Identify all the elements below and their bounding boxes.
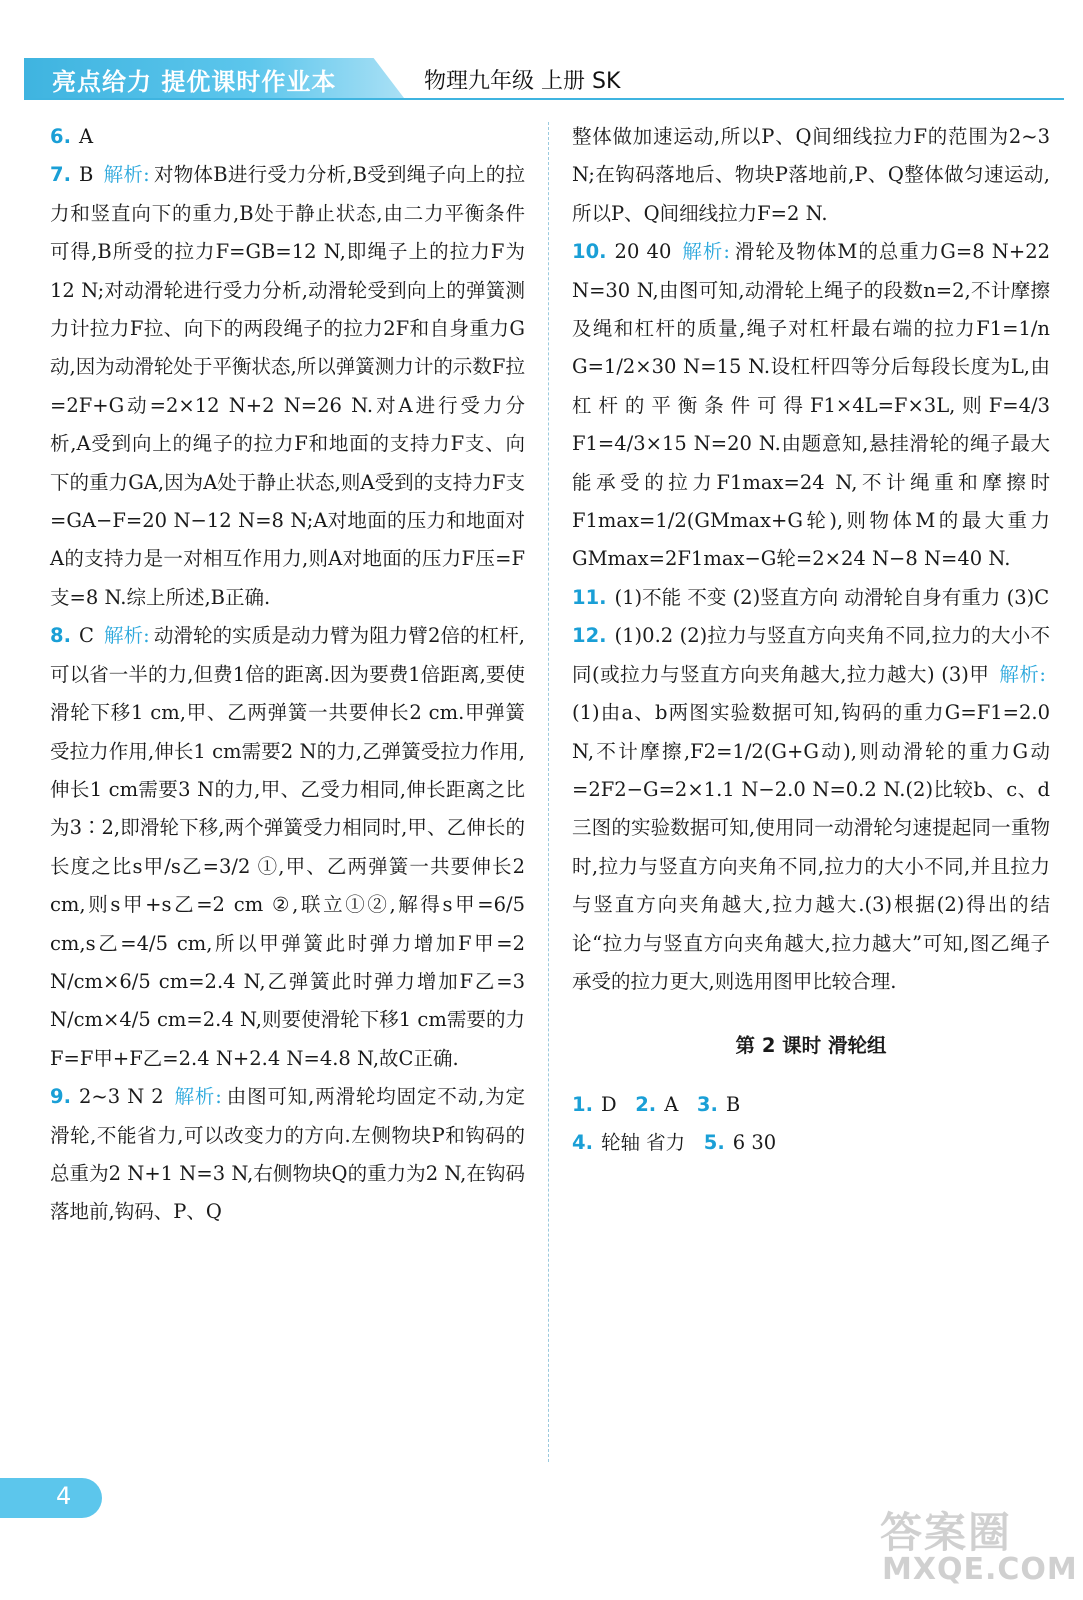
answer-choice: 2~3 N 2	[78, 1085, 164, 1109]
section-title: 第 2 课时 滑轮组	[735, 1034, 887, 1058]
answer-choice: B	[78, 163, 94, 187]
watermark-text: 答案圈	[880, 1508, 1013, 1557]
question-number: 11.	[572, 585, 607, 609]
answer-text: D	[600, 1092, 617, 1116]
question-number: 3.	[696, 1092, 718, 1116]
answer-text: A	[664, 1092, 679, 1116]
analysis-tag: 解析:	[681, 240, 730, 264]
question-number: 5.	[703, 1131, 725, 1155]
analysis-text: (1)由a、b两图实验数据可知,钩码的重力G=F1=2.0 N,不计摩擦,F2=1/2(G+G动),则动滑轮的重力G动=2F2−G=2×1.1 N−2.0 N=0.2 N.(2)比较b、c、d三图的实验数据可知,使用同一动滑轮匀速提起同一重物时,拉力与竖直方向夹角不同,拉力的大小不同,并且拉力与竖直方向夹角越大,拉力越大.(3)根据(2)得出的结论“拉力与竖直方向夹角越大,拉力越大”可知,图乙绳子承受的拉力更大,则选用图甲比较合理.	[572, 701, 1050, 993]
header-rule	[24, 98, 1064, 100]
section-answers-row-1	[572, 1086, 1050, 1124]
question-number: 9.	[50, 1085, 71, 1109]
answer-text: 轮轴 省力	[600, 1131, 686, 1155]
watermark-url: MXQE.COM	[882, 1552, 1078, 1587]
analysis-text: 整体做加速运动,所以P、Q间细线拉力F的范围为2~3 N;在钩码落地后、物块P落地前,P、Q整体做匀速运动,所以P、Q间细线拉力F=2 N.	[572, 125, 1050, 225]
section-answers-row-2	[572, 1124, 1050, 1162]
answer-text: A	[78, 125, 94, 148]
question-number: 2.	[635, 1092, 657, 1116]
analysis-text: 对物体B进行受力分析,B受到绳子向上的拉力和竖直向下的重力,B处于静止状态,由二力平衡条件可得,B所受的拉力F=GB=12 N,即绳子上的拉力F为12 N;对动滑轮进行受力分析,动滑轮受到向上的弹簧测力计拉力F拉、向下的两段绳子的拉力2F和自身重力G动,因为动滑轮处于平衡状态,所以弹簧测力计的示数F拉=2F+G动=2×12 N+2 N=26 N.对A进行受力分析,A受到向上的绳子的拉力F和地面的支持力F支、向下的重力GA,因为A处于静止状态,则A受到的支持力F支=GA−F=20 N−12 N=8 N;A对地面的压力和地面对A的支持力是一对相互作用力,则A对地面的压力F压=F支=8 N.综上所述,B正确.	[50, 163, 525, 609]
question-number: 12.	[572, 624, 607, 648]
analysis-tag: 解析:	[103, 163, 150, 187]
page-number: 4	[56, 1482, 72, 1510]
answer-8	[50, 617, 525, 1078]
question-number: 10.	[572, 240, 607, 264]
answer-12	[572, 617, 1050, 1001]
answer-7	[50, 156, 525, 617]
question-number: 7.	[50, 163, 71, 187]
analysis-tag: 解析:	[173, 1085, 222, 1109]
answer-choice: 20 40	[614, 240, 672, 264]
answer-choice: (1)0.2 (2)拉力与竖直方向夹角不同,拉力的大小不同(或拉力与竖直方向夹角越大,拉力越大) (3)甲	[572, 624, 1050, 686]
answer-11	[572, 579, 1050, 617]
question-number: 4.	[572, 1131, 593, 1155]
analysis-text: 动滑轮的实质是动力臂为阻力臂2倍的杠杆,可以省一半的力,但费1倍的距离.因为要费1倍距离,要使滑轮下移1 cm,甲、乙两弹簧一共要伸长2 cm.甲弹簧受拉力作用,伸长1 cm需要2 N的力,乙弹簧受拉力作用,伸长1 cm需要3 N的力,甲、乙受力相同,伸长距离之比为3∶2,即滑轮下移,两个弹簧受力相同时,甲、乙伸长的长度之比s甲/s乙=3/2 ①,甲、乙两弹簧一共要伸长2 cm,则s甲+s乙=2 cm ②,联立①②,解得s甲=6/5 cm,s乙=4/5 cm,所以甲弹簧此时弹力增加F甲=2 N/cm×6/5 cm=2.4 N,乙弹簧此时弹力增加F乙=3 N/cm×4/5 cm=2.4 N,则要使滑轮下移1 cm需要的力F=F甲+F乙=2.4 N+2.4 N=4.8 N,故C正确.	[50, 624, 525, 1070]
left-column	[50, 118, 525, 1232]
page-number-tab	[0, 1478, 102, 1518]
answer-9	[50, 1078, 525, 1232]
question-number: 6.	[50, 125, 71, 148]
analysis-text: 由图可知,两滑轮均固定不动,为定滑轮,不能省力,可以改变力的方向.左侧物块P和钩码的总重为2 N+1 N=3 N,右侧物块Q的重力为2 N,在钩码落地前,钩码、P、Q	[50, 1085, 525, 1224]
answer-choice: C	[78, 624, 94, 648]
book-subject-title: 物理九年级 上册 SK	[424, 69, 621, 94]
answer-6	[50, 118, 525, 156]
answer-text: (1)不能 不变 (2)竖直方向 动滑轮自身有重力 (3)C	[614, 585, 1050, 609]
page-header	[24, 58, 1064, 98]
analysis-text: 滑轮及物体M的总重力G=8 N+22 N=30 N,由图可知,动滑轮上绳子的段数n=2,不计摩擦及绳和杠杆的质量,绳子对杠杆最右端的拉力F1=1/n G=1/2×30 N=15 N.设杠杆四等分后每段长度为L,由杠杆的平衡条件可得F1×4L=F×3L,则F=4/3 F1=4/3×15 N=20 N.由题意知,悬挂滑轮的绳子最大能承受的拉力F1max=24 N,不计绳重和摩擦时F1max=1/2(GMmax+G轮),则物体M的最大重力GMmax=2F1max−G轮=2×24 N−8 N=40 N.	[572, 240, 1051, 571]
analysis-tag: 解析:	[999, 662, 1046, 686]
column-divider	[548, 122, 550, 1462]
answer-text: 6 30	[732, 1131, 777, 1155]
analysis-tag: 解析:	[103, 624, 150, 648]
question-number: 8.	[50, 624, 71, 648]
right-column	[572, 118, 1050, 1163]
answer-9-continued	[572, 118, 1050, 233]
answer-text: B	[725, 1092, 741, 1116]
watermark-logo	[880, 1500, 1078, 1595]
question-number: 1.	[572, 1092, 593, 1116]
book-series-title: 亮点给力 提优课时作业本	[52, 68, 337, 96]
answer-10	[572, 233, 1050, 579]
